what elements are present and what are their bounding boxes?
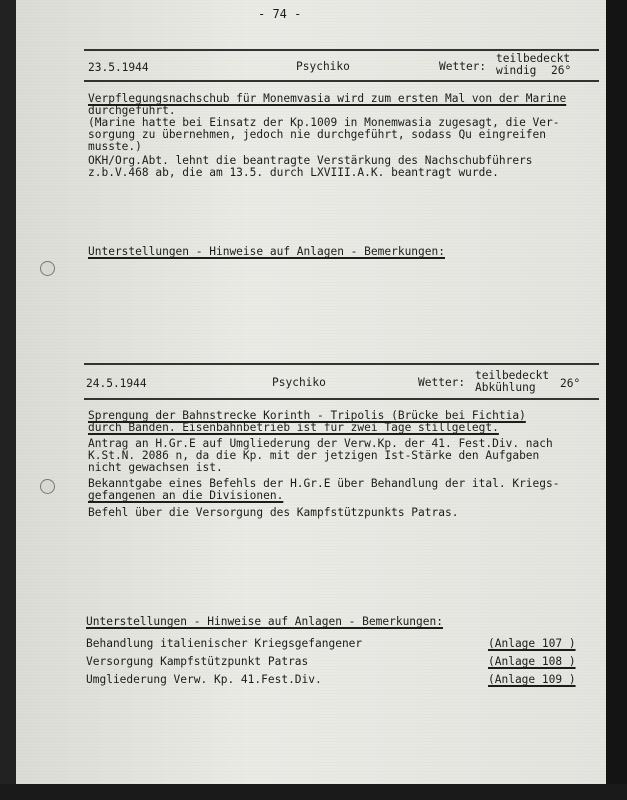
entry2-top-rule — [84, 363, 599, 365]
entry2-temperature: 26° — [560, 377, 581, 390]
attachment-text: Versorgung Kampfstützpunkt Patras — [86, 655, 309, 668]
entry1-line-7: z.b.V.468 ab, die am 13.5. durch LXVIII.A.K. beantragt wurde. — [88, 166, 499, 179]
scan-border-right — [606, 0, 627, 800]
entry2-line-1: Sprengung der Bahnstrecke Korinth - Tripolis (Brücke bei Fichtia) — [88, 409, 526, 422]
entry1-top-rule — [84, 49, 599, 51]
scan-border-left — [0, 0, 16, 800]
entry2-date: 24.5.1944 — [86, 377, 147, 390]
document-page — [16, 0, 606, 784]
entry1-line-6: OKH/Org.Abt. lehnt die beantragte Verstärkung des Nachschubführers — [88, 154, 533, 167]
entry1-date: 23.5.1944 — [88, 61, 149, 74]
entry1-line-2: durchgeführt. — [88, 104, 176, 117]
entry2-remarks-heading: Unterstellungen - Hinweise auf Anlagen - Bemerkungen: — [86, 615, 443, 628]
punch-hole — [40, 479, 55, 494]
entry2-weather-line2: Abkühlung — [475, 381, 536, 394]
entry2-line-4: K.St.N. 2086 n, da die Kp. mit der jetzigen Ist-Stärke den Aufgaben — [88, 449, 540, 462]
attachment-text: Umgliederung Verw. Kp. 41.Fest.Div. — [86, 673, 322, 686]
entry2-weather-label: Wetter: — [418, 376, 466, 389]
entry1-temperature: 26° — [551, 64, 572, 77]
attachment-text: Behandlung italienischer Kriegsgefangener — [86, 637, 363, 650]
entry1-header-rule — [84, 80, 599, 82]
entry2-line-6: Bekanntgabe eines Befehls der H.Gr.E über Behandlung der ital. Kriegs- — [88, 477, 560, 490]
entry1-line-5: musste.) — [88, 140, 142, 153]
scan-border-bottom — [0, 784, 627, 800]
page-number: - 74 - — [258, 7, 302, 21]
entry2-header-rule — [84, 398, 599, 400]
entry2-line-5: nicht gewachsen ist. — [88, 461, 223, 474]
entry2-line-3: Antrag an H.Gr.E auf Umgliederung der Verw.Kp. der 41. Fest.Div. nach — [88, 437, 553, 450]
entry1-weather-line2: windig — [496, 64, 537, 77]
entry1-remarks-heading: Unterstellungen - Hinweise auf Anlagen - Bemerkungen: — [88, 245, 445, 258]
entry2-line-8: Befehl über die Versorgung des Kampfstützpunkts Patras. — [88, 506, 459, 519]
attachment-ref: (Anlage 107 ) — [488, 637, 576, 650]
attachment-ref: (Anlage 109 ) — [488, 673, 576, 686]
attachment-ref: (Anlage 108 ) — [488, 655, 576, 668]
entry2-weather-line1: teilbedeckt — [475, 369, 550, 382]
entry1-weather-line1: teilbedeckt — [496, 52, 571, 65]
entry1-line-1: Verpflegungsnachschub für Monemvasia wird zum ersten Mal von der Marine — [88, 92, 567, 105]
entry1-place: Psychiko — [296, 60, 350, 73]
entry2-line-2: durch Banden. Eisenbahnbetrieb ist für zwei Tage stillgelegt. — [88, 421, 499, 434]
entry1-line-3: (Marine hatte bei Einsatz der Kp.1009 in Monemwasia zugesagt, die Ver- — [88, 116, 560, 129]
entry1-line-4: sorgung zu übernehmen, jedoch nie durchgeführt, sodass Qu eingreifen — [88, 128, 547, 141]
entry2-place: Psychiko — [272, 376, 326, 389]
punch-hole — [40, 261, 55, 276]
entry1-weather-label: Wetter: — [439, 60, 487, 73]
entry2-line-7: gefangenen an die Divisionen. — [88, 489, 284, 502]
